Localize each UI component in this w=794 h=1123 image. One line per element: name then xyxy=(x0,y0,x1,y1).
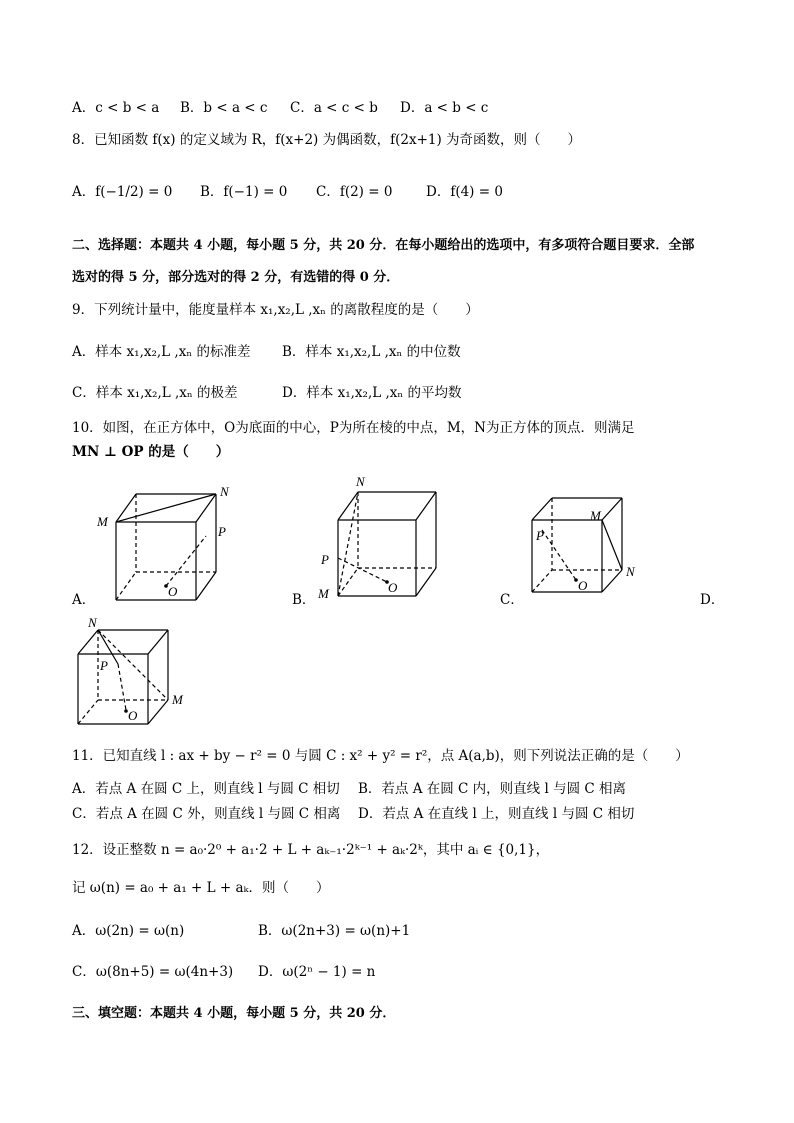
q10-b-label-p: P xyxy=(321,552,329,567)
q10-d-label-m: M xyxy=(172,692,183,707)
q9-stem: 9．下列统计量中，能度量样本 x₁,x₂,L ,xₙ 的离散程度的是（ ） xyxy=(72,302,479,318)
q9-option-c: C．样本 x₁,x₂,L ,xₙ 的极差 xyxy=(72,385,238,401)
q12-option-a: A．ω(2n) = ω(n) xyxy=(72,923,185,939)
q10-a-label-p: P xyxy=(218,524,226,539)
q7-option-b: B．b < a < c xyxy=(180,100,268,116)
q9-option-b: B．样本 x₁,x₂,L ,xₙ 的中位数 xyxy=(282,344,461,360)
q10-figure-b xyxy=(312,470,452,606)
q9-option-a: A．样本 x₁,x₂,L ,xₙ 的标准差 xyxy=(72,344,251,360)
q8-option-b: B．f(−1) = 0 xyxy=(200,184,288,200)
q10-a-label-n: N xyxy=(220,484,229,499)
q12-stem-definition: 记 ω(n) = a₀ + a₁ + L + aₖ．则（ ） xyxy=(72,880,330,896)
q8-stem: 8．已知函数 f(x) 的定义域为 R，f(x+2) 为偶函数，f(2x+1) 为奇函数，则（ ） xyxy=(72,132,582,148)
q12-option-d: D．ω(2ⁿ − 1) = n xyxy=(258,964,376,980)
q11-option-b: B．若点 A 在圆 C 内，则直线 l 与圆 C 相离 xyxy=(358,781,626,797)
q10-c-label-o: O xyxy=(578,578,588,593)
q10-b-label-o: O xyxy=(388,580,398,595)
q11-stem: 11．已知直线 l : ax + by − r² = 0 与圆 C : x² + y² = r²，点 A(a,b)，则下列说法正确的是（ ） xyxy=(72,748,689,764)
q8-option-a: A．f(−1/2) = 0 xyxy=(72,184,173,200)
q10-label-c: C． xyxy=(500,592,524,608)
q7-option-a: A．c < b < a xyxy=(72,100,160,116)
q10-c-label-p: P xyxy=(536,528,544,543)
q10-figure-d xyxy=(70,614,200,732)
q11-option-a: A．若点 A 在圆 C 上，则直线 l 与圆 C 相切 xyxy=(72,781,340,797)
q12-option-b: B．ω(2n+3) = ω(n)+1 xyxy=(258,923,411,939)
q12-stem: 12．设正整数 n = a₀·2⁰ + a₁·2 + L + aₖ₋₁·2ᵏ⁻¹ + aₖ·2ᵏ，其中 aᵢ ∈ {0,1}， xyxy=(72,842,550,858)
section2-heading-line1: 二、选择题：本题共 4 小题，每小题 5 分，共 20 分．在每小题给出的选项中，有多项符合题目要求．全部 xyxy=(72,238,695,253)
q10-b-label-n: N xyxy=(356,474,365,489)
q7-option-c: C．a < c < b xyxy=(290,100,378,116)
q10-c-label-m: M xyxy=(590,508,601,523)
q10-a-label-m: M xyxy=(97,514,108,529)
q10-label-a: A． xyxy=(72,592,96,608)
q10-figure-c xyxy=(516,488,646,604)
q7-option-d: D．a < b < c xyxy=(400,100,489,116)
q11-option-c: C．若点 A 在圆 C 外，则直线 l 与圆 C 相离 xyxy=(72,806,341,822)
section2-heading-line2: 选对的得 5 分，部分选对的得 2 分，有选错的得 0 分． xyxy=(72,270,400,285)
q10-figure-a xyxy=(90,476,250,606)
q8-option-d: D．f(4) = 0 xyxy=(426,184,503,200)
q10-a-label-o: O xyxy=(168,584,178,599)
q10-label-d: D． xyxy=(700,592,725,608)
q10-stem: 10．如图，在正方体中，O为底面的中心，P为所在棱的中点，M，N为正方体的顶点．则满足 xyxy=(72,420,635,436)
q10-d-label-n: N xyxy=(88,615,97,630)
q10-d-label-p: P xyxy=(100,658,108,673)
q12-option-c: C．ω(8n+5) = ω(4n+3) xyxy=(72,964,234,980)
q10-d-label-o: O xyxy=(128,708,138,723)
q8-option-c: C．f(2) = 0 xyxy=(316,184,393,200)
q10-b-label-m: M xyxy=(318,586,329,601)
q9-option-d: D．样本 x₁,x₂,L ,xₙ 的平均数 xyxy=(282,385,462,401)
q10-stem-condition: MN ⊥ OP 的是（ ） xyxy=(72,444,230,460)
q11-option-d: D．若点 A 在直线 l 上，则直线 l 与圆 C 相切 xyxy=(358,806,635,822)
section3-heading: 三、填空题：本题共 4 小题，每小题 5 分，共 20 分． xyxy=(72,1006,396,1021)
q10-label-b: B． xyxy=(292,592,316,608)
q10-c-label-n: N xyxy=(626,564,635,579)
